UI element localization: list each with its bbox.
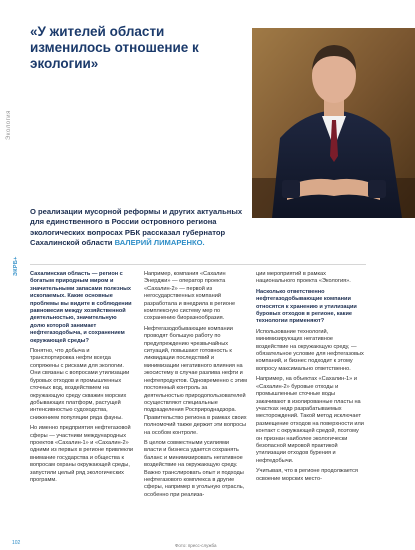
portrait-illustration bbox=[252, 28, 415, 218]
photo-credit: Фото: пресс-служба bbox=[175, 543, 217, 548]
article-column-3 bbox=[256, 271, 366, 486]
question: Сахалинская область — регион с богатым природным миром и значительными запасами полезных ископаемых. Какие основные проблемы вы видите в соблюдении равновесия между хозяйственной деятельностью, значительную долю которой занимает нефтегазодобыча, и сохранением окружающей среды? bbox=[30, 271, 132, 344]
article-column-1 bbox=[30, 271, 133, 487]
answer-paragraph: Учитывая, что в регионе продолжается освоение морских место- bbox=[256, 468, 358, 482]
divider-line bbox=[30, 264, 366, 265]
portrait-photo bbox=[252, 28, 415, 218]
logo-badge: ЭКРБ+ bbox=[13, 256, 19, 276]
answer-paragraph: Но именно предприятия нефтегазовой сферы — участники международных проектов «Сахалин-1» и «Сахалин-2» одними из первых в регионе привлекли внимание государства и общества к вопросам охраны окружающей среды, запустили целый ряд экологических программ. bbox=[30, 425, 133, 483]
interviewee-name: ВАЛЕРИЙ ЛИМАРЕНКО. bbox=[114, 238, 205, 248]
question: Насколько ответственно нефтегазодобывающие компании относятся к хранению и утилизации буровых отходов в регионе, какие технологии применяют? bbox=[256, 288, 357, 325]
answer-paragraph: Например, компания «Сахалин Энерджи» — оператор проекта «Сахалин-2» — первой из негосударственных компаний разработала и внедрила в регионе комплексную систему мер по сохранению биоразнообразия. bbox=[144, 271, 236, 322]
answer-paragraph: В целом совместными усилиями власти и бизнеса удается сохранять баланс и минимизировать негативное воздействие на окружающую среду. Важно транслировать опыт и подходы нефтегазового комплекса в другие сферы, например в угольную отрасль, особенно при реализа- bbox=[144, 439, 245, 498]
lead-text: О реализации мусорной реформы и других актуальных для единственного в России островного региона экологических вопросах РБК рассказал губернатор Сахалинской области bbox=[30, 207, 243, 248]
article-lead bbox=[30, 207, 252, 249]
page-number: 102 bbox=[12, 540, 21, 546]
answer-paragraph: Использование технологий, минимизирующих негативное воздействие на окружающую среду, — обязательное условие для нефтегазовых компаний, и бизнес подходит к этому вопросу максимально ответственно. bbox=[256, 328, 364, 372]
article-title: «У жителей области изменилось отношение к экологии» bbox=[30, 24, 199, 71]
answer-paragraph: Например, на объектах «Сахалин-1» и «Сахалин-2» буровые отходы и промышленные сточные воды закачивают в изолированные пласты на участках недр разрабатываемых месторождений. Такой метод исключает размещение отходов на поверхности или контакт с окружающей средой, поэтому он признан наиболее экологически безопасной мировой практикой утилизации отходов бурения и нефтедобычи. bbox=[256, 376, 364, 464]
answer-paragraph: Понятно, что добыча и транспортировка нефти всегда сопряжены с рисками для экологии. Они связаны с вопросами утилизации буровых отходов и промышленных сточных вод, воздействием на окружающую среду скважин морских добывающих платформ, растущей интенсивностью судоходства, снижением популяции ряда фауны. bbox=[30, 348, 130, 421]
answer-paragraph: ции мероприятий в рамках национального проекта «Экология». bbox=[256, 271, 351, 285]
article-column-2 bbox=[144, 271, 247, 502]
answer-paragraph: Нефтегазодобывающие компании проводят большую работу по предупреждению чрезвычайных ситуаций, повышают готовность к ликвидации последствий и минимизации негативного влияния на экосистему в случае разлива нефти и нефтепродуктов. Одновременно с этим постоянный контроль за деятельностью природопользователей осуществляют специальные подразделения Росприроднадзора. Правительство региона в рамках своих полномочий также держит эти вопросы на особом контроле. bbox=[144, 325, 247, 436]
section-label: Экология bbox=[6, 110, 12, 140]
